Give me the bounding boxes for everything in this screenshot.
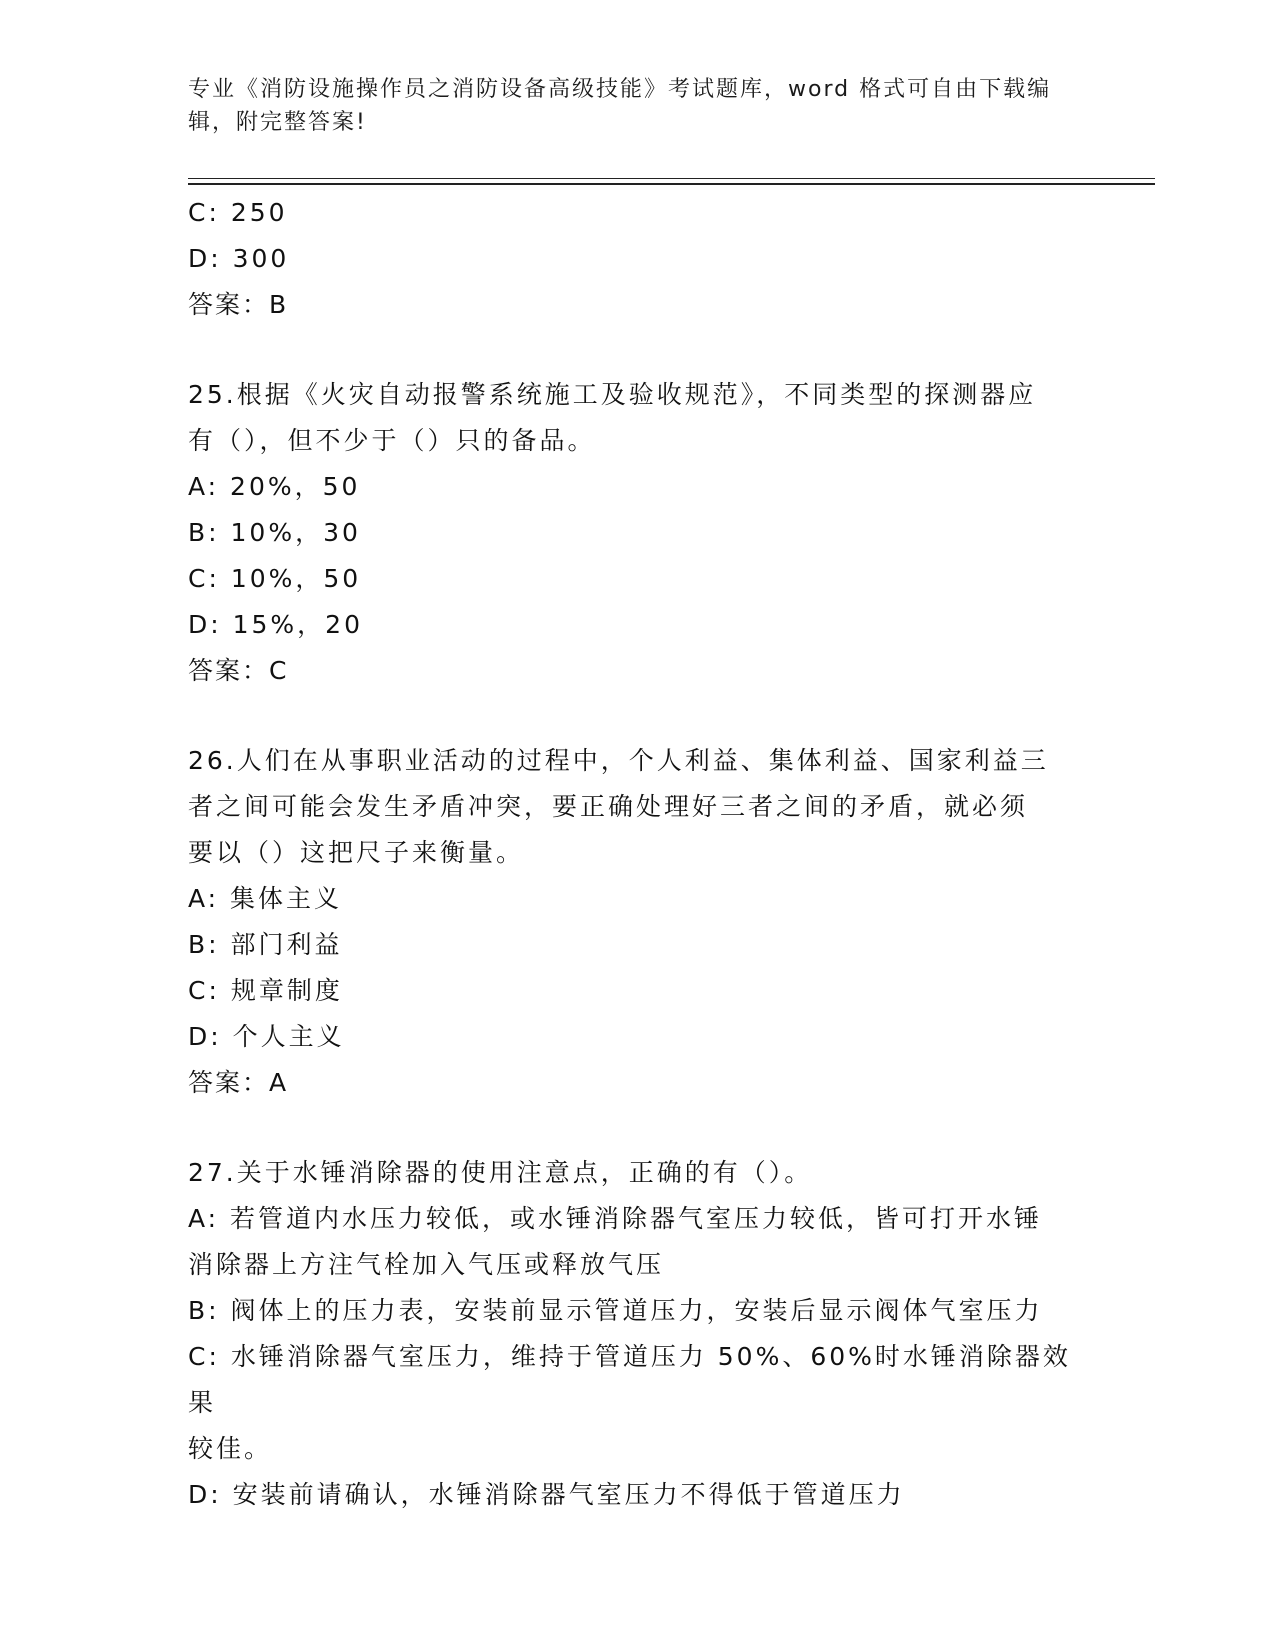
question-stem-line: 26.人们在从事职业活动的过程中，个人利益、集体利益、国家利益三 [188,746,1049,775]
spacer [188,328,1088,372]
question-26 [188,738,1088,1106]
option-a: A: 若管道内水压力较低，或水锤消除器气室压力较低，皆可打开水锤 [188,1204,1043,1233]
option-a: A: 集体主义 [188,884,343,913]
answer-line: 答案：A [188,1068,289,1097]
spacer [188,694,1088,738]
question-list [188,190,1088,1518]
option-c: C: 250 [188,198,288,227]
header-line-2: 辑，附完整答案! [188,110,367,135]
spacer [188,1106,1088,1150]
question-stem-line: 有（），但不少于（）只的备品。 [188,426,596,455]
question-stem-line: 者之间可能会发生矛盾冲突，要正确处理好三者之间的矛盾，就必须 [188,792,1029,821]
option-a: A: 20%，50 [188,472,361,501]
header-divider-thick [188,183,1155,185]
question-stem-line: 27.关于水锤消除器的使用注意点，正确的有（）。 [188,1158,813,1187]
document-header [188,73,1068,139]
option-b: B: 阀体上的压力表，安装前显示管道压力，安装后显示阀体气室压力 [188,1296,1043,1325]
option-c: C: 水锤消除器气室压力，维持于管道压力 50%、60%时水锤消除器效果 [188,1342,1071,1417]
question-stem-line: 要以（）这把尺子来衡量。 [188,838,525,867]
option-b: B: 部门利益 [188,930,343,959]
option-b: B: 10%，30 [188,518,361,547]
option-d: D: 个人主义 [188,1022,345,1051]
question-stem-line: 25.根据《火灾自动报警系统施工及验收规范》，不同类型的探测器应 [188,380,1037,409]
partial-question [188,190,1088,328]
header-divider-thin [188,178,1155,179]
header-line-1: 专业《消防设施操作员之消防设备高级技能》考试题库，word 格式可自由下载编 [188,77,1052,102]
option-a-continued: 消除器上方注气栓加入气压或释放气压 [188,1250,665,1279]
option-d: D: 安装前请确认，水锤消除器气室压力不得低于管道压力 [188,1480,905,1509]
option-c: C: 规章制度 [188,976,343,1005]
option-c: C: 10%，50 [188,564,362,593]
option-d: D: 300 [188,244,290,273]
option-c-continued: 较佳。 [188,1434,273,1463]
option-d: D: 15%，20 [188,610,363,639]
answer-line: 答案：C [188,656,289,685]
answer-line: 答案：B [188,290,289,319]
question-25 [188,372,1088,694]
question-27 [188,1150,1088,1518]
